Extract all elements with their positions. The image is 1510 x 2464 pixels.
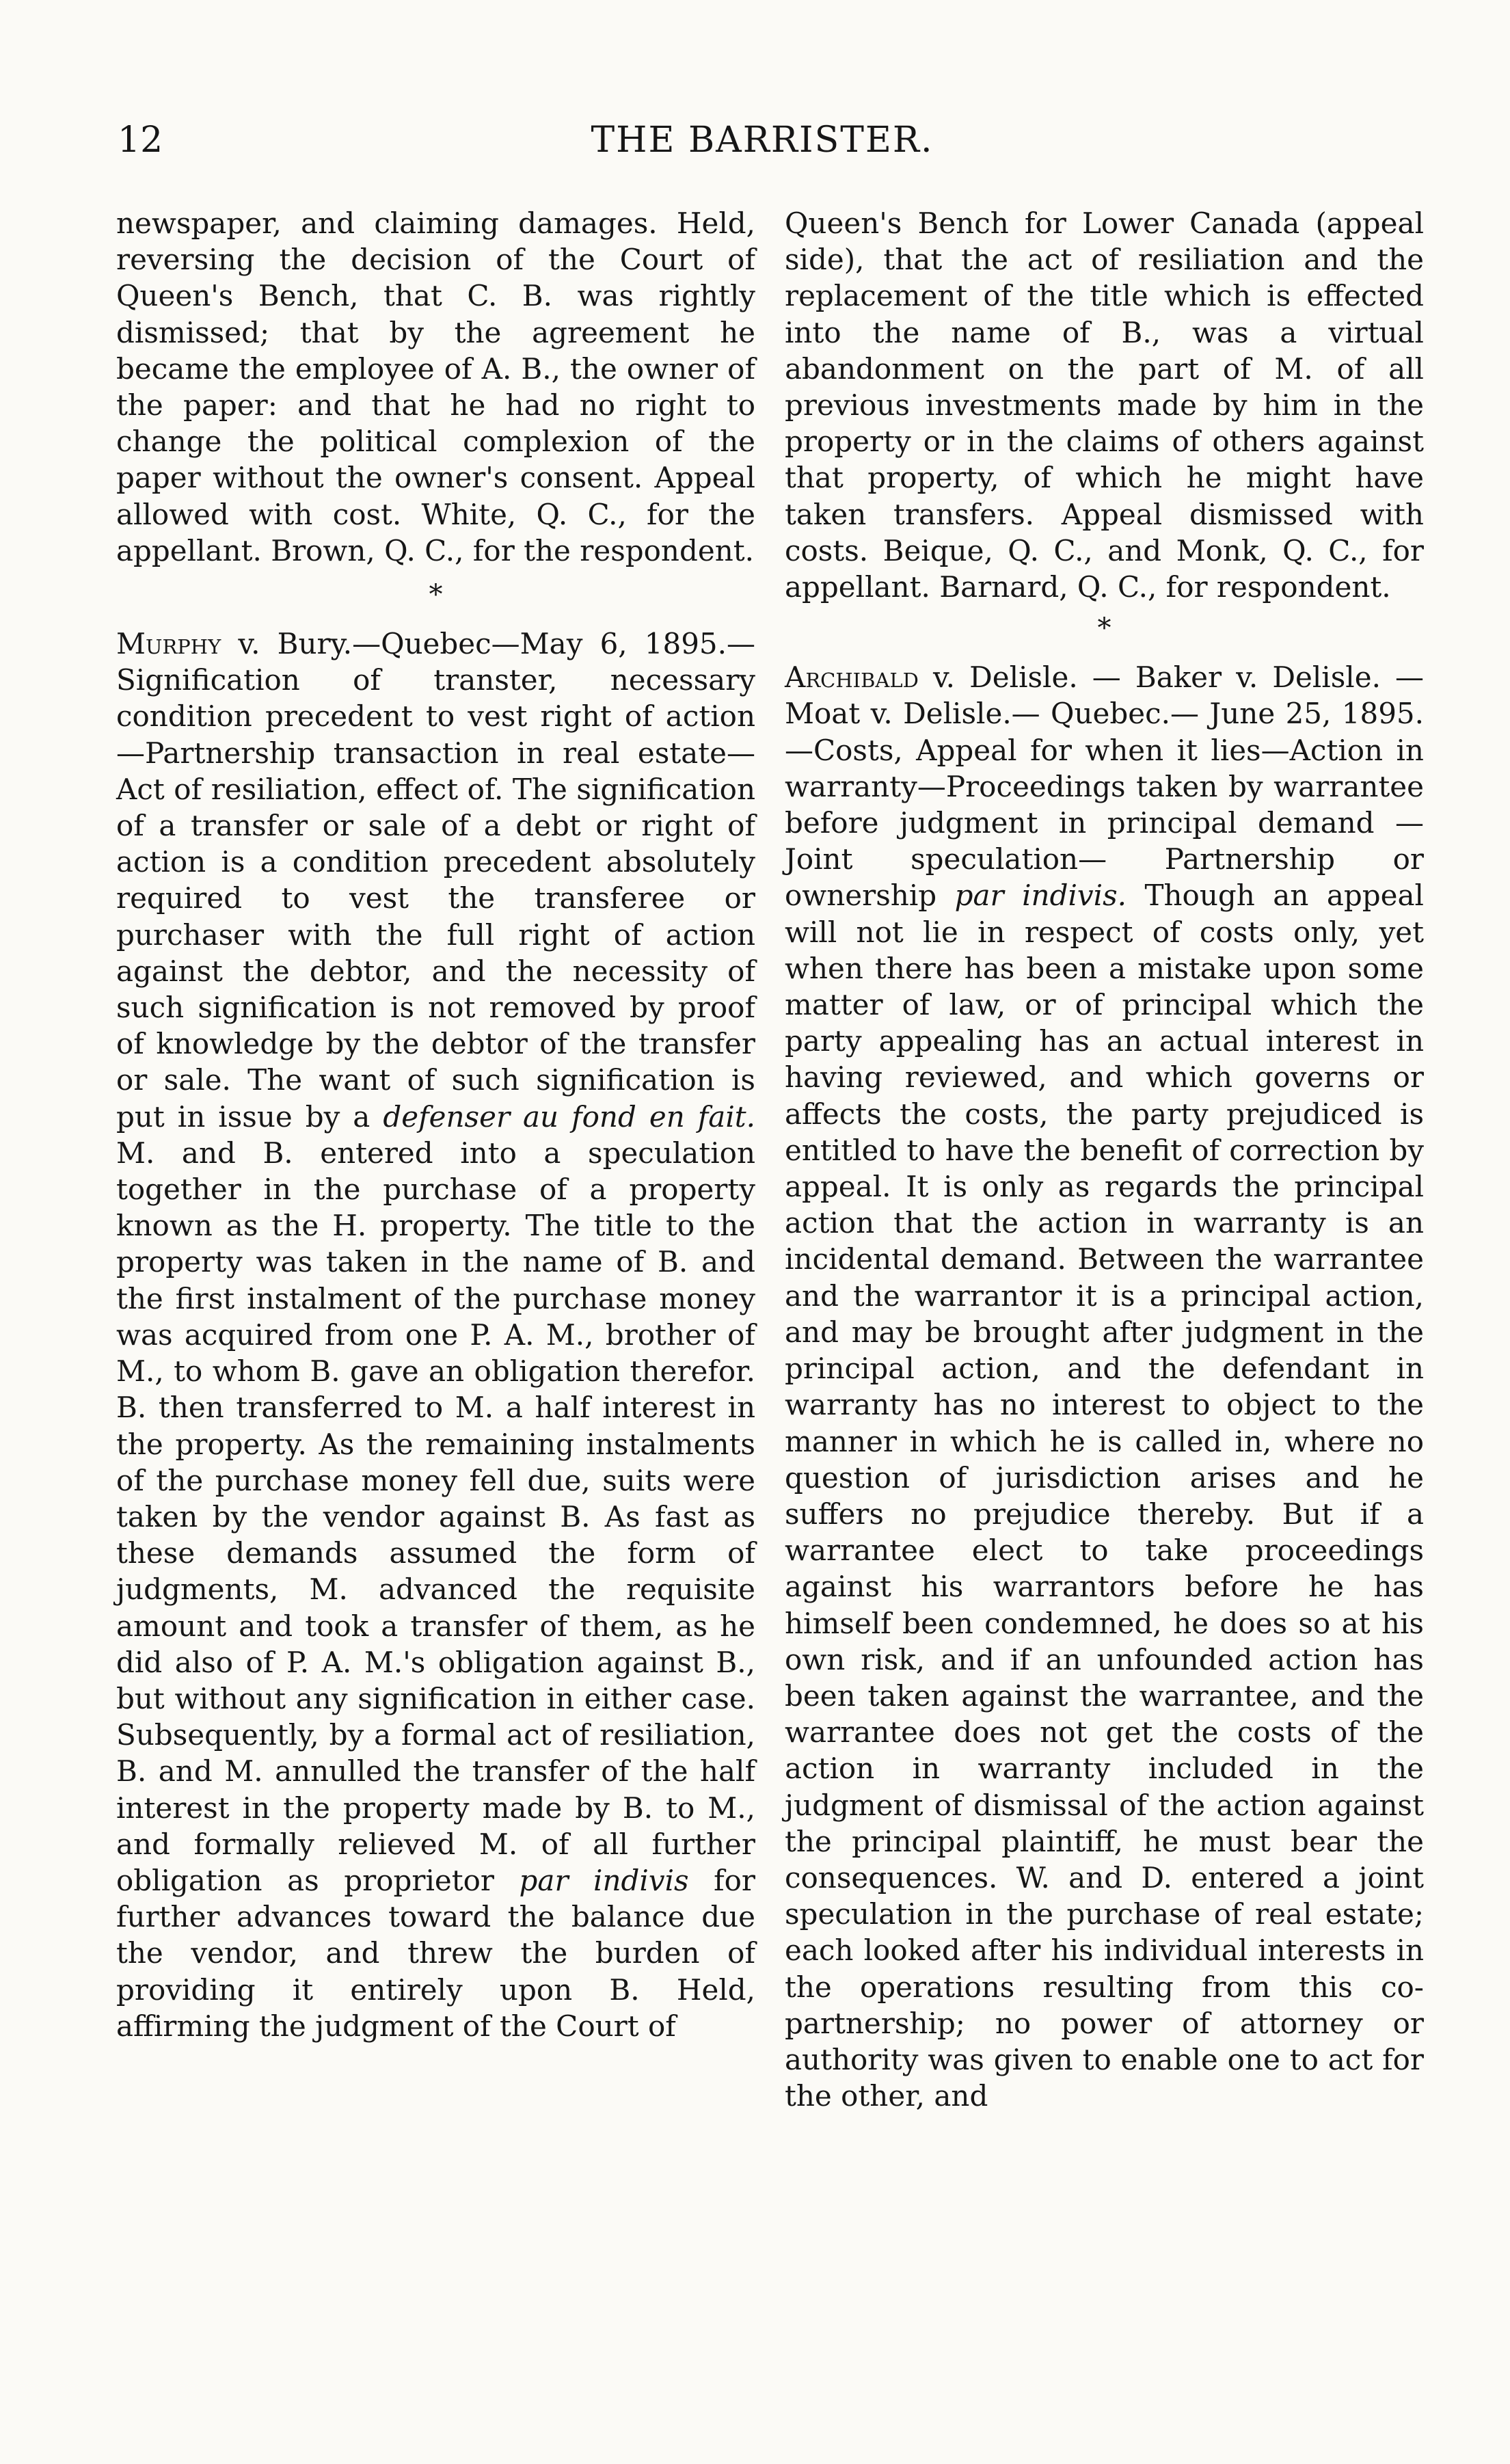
section-separator: * xyxy=(429,579,443,611)
case-italic-1: par indivis. xyxy=(954,879,1127,913)
case-text-1: v. Delisle. — Baker v. Delisle. — Moat v. Delisle.— Quebec.— June 25, 1895.—Costs, Appeal for when it lies—Action in warranty—Proceedings taken by warrantee before judgment in principal demand — Joint speculation— Partnership or ownership xyxy=(785,660,1424,913)
running-title: THE BARRISTER. xyxy=(591,120,934,161)
right-continuation-paragraph: Queen's Bench for Lower Canada (appeal side), that the act of resiliation and the replacement of the title which is effected into the name of B., was a virtual abandonment on the part of M. of all previous investments made by him in the property or in the claims of others against that property, of which he might have taken transfers. Appeal dismissed with costs. Beique, Q. C., and Monk, Q. C., for appellant. Barnard, Q. C., for respondent. xyxy=(785,206,1424,604)
left-continuation-paragraph: newspaper, and claiming damages. Held, reversing the decision of the Court of Queen's Bench, that C. B. was rightly dismissed; that by the agreement he became the employee of A. B., the owner of the paper: and that he had no right to change the political complexion of the paper without the owner's consent. Appeal allowed with cost. White, Q. C., for the appellant. Brown, Q. C., for the respondent. xyxy=(116,206,755,567)
case-text-3: for further advances toward the balance due the vendor, and threw the burden of providing it entirely upon B. Held, affirming the judgment of the Court of xyxy=(116,1863,755,2043)
case-text-2: M. and B. entered into a speculation together in the purchase of a property known as the H. property. The title to the property was taken in the name of B. and the first instalment of the purchase money was acquired from one P. A. M., brother of M., to whom B. gave an obligation therefor. B. then transferred to M. a half interest in the property. As the remaining instalments of the purchase money fell due, suits were taken by the vendor against B. As fast as these demands assumed the form of judgments, M. advanced the requisite amount and took a transfer of them, as he did also of P. A. M.'s obligation against B., but without any signification in either case. Subsequently, by a formal act of resiliation, B. and M. annulled the transfer of the half interest in the property made by B. to M., and formally relieved M. of all further obligation as proprietor xyxy=(116,1136,755,1897)
case-italic-2: par indivis xyxy=(519,1863,689,1897)
case-text-2: Though an appeal will not lie in respect of costs only, yet when there has been a mistake upon some matter of law, or of principal which the party appealing has an actual interest in having reviewed, and which governs or affects the costs, the party prejudiced is entitled to have the benefit of correction by appeal. It is only as regards the principal action that the action in warranty is an incidental demand. Between the warrantee and the warrantor it is a principal action, and may be brought after judgment in the principal action, and the defendant in warranty has no interest to object to the manner in which he is called in, where no question of jurisdiction arises and he suffers no prejudice thereby. But if a warrantee elect to take proceedings against his warrantors before he has himself been condemned, he does so at his own risk, and if an unfounded action has been taken against the warrantee, and the warrantee does not get the costs of the action in warranty included in the judgment of dismissal of the action against the principal plaintiff, he must bear the consequences. W. and D. entered a joint speculation in the purchase of real estate; each looked after his individual interests in the operations resulting from this co-partnership; no power of attorney or authority was given to enable one to act for the other, and xyxy=(785,879,1424,2113)
case-murphy-v-bury xyxy=(116,626,755,2044)
right-column xyxy=(785,205,1424,2114)
page-number: 12 xyxy=(118,120,163,161)
case-title-archibald: Archibald xyxy=(785,660,919,695)
case-title-murphy: Murphy xyxy=(116,627,221,661)
left-column xyxy=(116,205,755,2044)
case-archibald-v-delisle xyxy=(785,659,1424,2114)
case-italic-1: defenser au fond en fait. xyxy=(383,1099,755,1134)
case-text-1: v. Bury.—Quebec—May 6, 1895.—Signification of transter, necessary condition precedent to vest right of action—Partnership transaction in real estate—Act of resiliation, effect of. The signification of a transfer or sale of a debt or right of action is a condition precedent absolutely required to vest the transferee or purchaser with the full right of action against the debtor, and the necessity of such signification is not removed by proof of knowledge by the debtor of the transfer or sale. The want of such signification is put in issue by a xyxy=(116,627,755,1134)
page-header xyxy=(103,120,1422,174)
section-separator: * xyxy=(1097,613,1111,645)
